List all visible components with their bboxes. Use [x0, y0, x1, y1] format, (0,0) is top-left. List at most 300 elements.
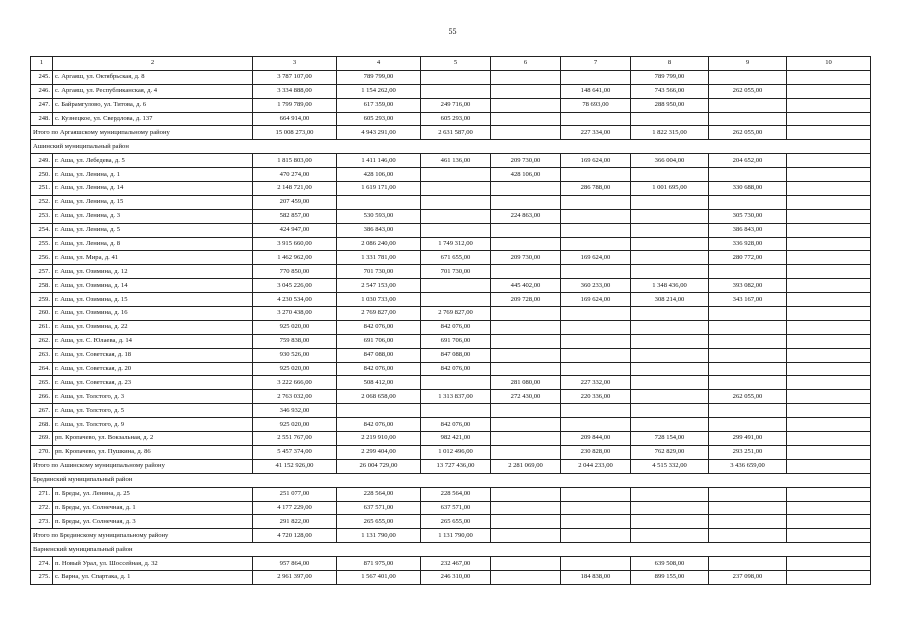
value-cell: [787, 487, 871, 501]
value-cell: [631, 501, 709, 515]
value-cell: [561, 223, 631, 237]
row-number: 259.: [31, 293, 53, 307]
total-value-cell: 15 008 273,00: [253, 126, 337, 140]
value-cell: 366 004,00: [631, 154, 709, 168]
row-number: 266.: [31, 390, 53, 404]
building-address: г. Аша, ул. Ленина, д. 3: [53, 209, 253, 223]
value-cell: 299 491,00: [709, 432, 787, 446]
row-number: 268.: [31, 418, 53, 432]
table-row: [31, 307, 871, 321]
value-cell: [709, 307, 787, 321]
building-address: п. Бреды, ул. Солнечная, д. 3: [53, 515, 253, 529]
table-row: [31, 84, 871, 98]
value-cell: 148 641,00: [561, 84, 631, 98]
value-cell: [491, 320, 561, 334]
value-cell: [787, 390, 871, 404]
total-value-cell: 1 131 790,00: [421, 529, 491, 543]
row-number: 263.: [31, 348, 53, 362]
value-cell: 336 928,00: [709, 237, 787, 251]
total-value-cell: 262 055,00: [709, 126, 787, 140]
value-cell: 169 624,00: [561, 293, 631, 307]
district-name: Ашинский муниципальный район: [31, 140, 871, 154]
value-cell: [631, 390, 709, 404]
value-cell: 847 088,00: [421, 348, 491, 362]
building-address: г. Аша, ул. Озимина, д. 22: [53, 320, 253, 334]
value-cell: 360 233,00: [561, 279, 631, 293]
value-cell: 2 769 827,00: [337, 307, 421, 321]
value-cell: [421, 195, 491, 209]
value-cell: [709, 195, 787, 209]
value-cell: 1 331 781,00: [337, 251, 421, 265]
row-number: 275.: [31, 570, 53, 584]
value-cell: [787, 501, 871, 515]
capital-repair-table: [30, 56, 871, 585]
value-cell: [787, 182, 871, 196]
value-cell: 5 457 374,00: [253, 445, 337, 459]
value-cell: 224 863,00: [491, 209, 561, 223]
value-cell: [631, 320, 709, 334]
value-cell: [491, 557, 561, 571]
value-cell: [787, 557, 871, 571]
value-cell: [491, 98, 561, 112]
building-address: с. Кузнецкое, ул. Свердлова, д. 137: [53, 112, 253, 126]
value-cell: 925 020,00: [253, 362, 337, 376]
table-row: [31, 112, 871, 126]
row-number: 248.: [31, 112, 53, 126]
row-number: 273.: [31, 515, 53, 529]
row-number: 261.: [31, 320, 53, 334]
value-cell: 925 020,00: [253, 320, 337, 334]
district-total-row: [31, 529, 871, 543]
value-cell: [787, 376, 871, 390]
value-cell: [561, 334, 631, 348]
value-cell: 262 055,00: [709, 390, 787, 404]
value-cell: [787, 112, 871, 126]
value-cell: [787, 265, 871, 279]
value-cell: [561, 487, 631, 501]
value-cell: 789 799,00: [631, 70, 709, 84]
building-address: г. Аша, ул. Советская, д. 23: [53, 376, 253, 390]
value-cell: [787, 307, 871, 321]
value-cell: 691 706,00: [421, 334, 491, 348]
value-cell: 2 086 240,00: [337, 237, 421, 251]
value-cell: 842 076,00: [337, 418, 421, 432]
value-cell: 209 730,00: [491, 154, 561, 168]
value-cell: [709, 362, 787, 376]
value-cell: 249 716,00: [421, 98, 491, 112]
table-row: [31, 418, 871, 432]
value-cell: 2 299 404,00: [337, 445, 421, 459]
value-cell: 330 688,00: [709, 182, 787, 196]
value-cell: 343 167,00: [709, 293, 787, 307]
district-name: Варненский муниципальный район: [31, 543, 871, 557]
value-cell: 1 462 962,00: [253, 251, 337, 265]
building-address: г. Аша, ул. Советская, д. 20: [53, 362, 253, 376]
total-value-cell: 227 334,00: [561, 126, 631, 140]
district-total-label: Итого по Ашинскому муниципальному району: [31, 459, 253, 473]
value-cell: [709, 168, 787, 182]
value-cell: [491, 307, 561, 321]
row-number: 246.: [31, 84, 53, 98]
value-cell: [709, 98, 787, 112]
value-cell: [421, 209, 491, 223]
value-cell: 220 336,00: [561, 390, 631, 404]
table-row: [31, 237, 871, 251]
value-cell: [787, 154, 871, 168]
value-cell: 209 728,00: [491, 293, 561, 307]
value-cell: [561, 70, 631, 84]
value-cell: 759 838,00: [253, 334, 337, 348]
table-row: [31, 168, 871, 182]
value-cell: [491, 404, 561, 418]
value-cell: [337, 404, 421, 418]
row-number: 260.: [31, 307, 53, 321]
header-row: [31, 57, 871, 71]
value-cell: [491, 223, 561, 237]
value-cell: [709, 404, 787, 418]
value-cell: 288 950,00: [631, 98, 709, 112]
value-cell: [631, 376, 709, 390]
value-cell: [787, 195, 871, 209]
value-cell: [337, 195, 421, 209]
row-number: 262.: [31, 334, 53, 348]
row-number: 274.: [31, 557, 53, 571]
value-cell: [561, 195, 631, 209]
value-cell: 251 077,00: [253, 487, 337, 501]
row-number: 270.: [31, 445, 53, 459]
total-value-cell: [787, 529, 871, 543]
value-cell: 272 430,00: [491, 390, 561, 404]
total-value-cell: [491, 126, 561, 140]
value-cell: 605 293,00: [421, 112, 491, 126]
table-row: [31, 223, 871, 237]
value-cell: 207 459,00: [253, 195, 337, 209]
value-cell: [787, 570, 871, 584]
total-value-cell: 4 720 128,00: [253, 529, 337, 543]
value-cell: 691 706,00: [337, 334, 421, 348]
value-cell: [491, 84, 561, 98]
building-address: г. Аша, ул. С. Юлаева, д. 14: [53, 334, 253, 348]
value-cell: [561, 515, 631, 529]
total-value-cell: 41 152 926,00: [253, 459, 337, 473]
value-cell: 228 564,00: [337, 487, 421, 501]
value-cell: 899 155,00: [631, 570, 709, 584]
value-cell: 842 076,00: [337, 362, 421, 376]
row-number: 269.: [31, 432, 53, 446]
building-address: п. Бреды, ул. Ленина, д. 25: [53, 487, 253, 501]
value-cell: [709, 376, 787, 390]
value-cell: [491, 418, 561, 432]
table-row: [31, 98, 871, 112]
value-cell: [561, 362, 631, 376]
value-cell: [631, 168, 709, 182]
value-cell: 925 020,00: [253, 418, 337, 432]
building-address: с. Аргаяш, ул. Республиканская, д. 4: [53, 84, 253, 98]
value-cell: 3 045 226,00: [253, 279, 337, 293]
value-cell: [491, 112, 561, 126]
value-cell: 209 844,00: [561, 432, 631, 446]
value-cell: [491, 70, 561, 84]
value-cell: 743 566,00: [631, 84, 709, 98]
value-cell: 762 829,00: [631, 445, 709, 459]
table-row: [31, 390, 871, 404]
value-cell: [631, 404, 709, 418]
value-cell: 386 843,00: [337, 223, 421, 237]
value-cell: 842 076,00: [337, 320, 421, 334]
value-cell: 1 619 171,00: [337, 182, 421, 196]
page-number: 55: [448, 27, 457, 36]
value-cell: 3 270 438,00: [253, 307, 337, 321]
value-cell: 424 947,00: [253, 223, 337, 237]
value-cell: 530 593,00: [337, 209, 421, 223]
value-cell: [787, 209, 871, 223]
row-number: 267.: [31, 404, 53, 418]
row-number: 258.: [31, 279, 53, 293]
building-address: г. Аша, ул. Мира, д. 41: [53, 251, 253, 265]
value-cell: 4 230 534,00: [253, 293, 337, 307]
total-value-cell: 26 004 729,00: [337, 459, 421, 473]
building-address: г. Аша, ул. Ленина, д. 15: [53, 195, 253, 209]
value-cell: 1 799 789,00: [253, 98, 337, 112]
value-cell: 286 788,00: [561, 182, 631, 196]
value-cell: [561, 168, 631, 182]
value-cell: 230 828,00: [561, 445, 631, 459]
value-cell: [709, 112, 787, 126]
value-cell: 265 655,00: [421, 515, 491, 529]
row-number: 250.: [31, 168, 53, 182]
total-value-cell: 2 631 587,00: [421, 126, 491, 140]
value-cell: 3 915 660,00: [253, 237, 337, 251]
value-cell: 1 567 401,00: [337, 570, 421, 584]
value-cell: [787, 251, 871, 265]
value-cell: 280 772,00: [709, 251, 787, 265]
value-cell: [491, 195, 561, 209]
row-number: 272.: [31, 501, 53, 515]
table-row: [31, 265, 871, 279]
value-cell: [631, 334, 709, 348]
value-cell: [631, 487, 709, 501]
district-section-row: [31, 473, 871, 487]
total-value-cell: [787, 459, 871, 473]
value-cell: 639 508,00: [631, 557, 709, 571]
value-cell: [709, 348, 787, 362]
total-value-cell: 2 281 069,00: [491, 459, 561, 473]
district-section-row: [31, 140, 871, 154]
value-cell: [421, 182, 491, 196]
value-cell: [491, 501, 561, 515]
value-cell: [561, 209, 631, 223]
value-cell: [421, 84, 491, 98]
table-row: [31, 334, 871, 348]
value-cell: [787, 98, 871, 112]
table-row: [31, 432, 871, 446]
value-cell: [561, 265, 631, 279]
building-address: г. Аша, ул. Советская, д. 18: [53, 348, 253, 362]
value-cell: 701 730,00: [337, 265, 421, 279]
column-number-header: 2: [53, 57, 253, 71]
building-address: п. Новый Урал, ул. Шоссейная, д. 32: [53, 557, 253, 571]
table-row: [31, 362, 871, 376]
value-cell: [491, 348, 561, 362]
row-number: 253.: [31, 209, 53, 223]
value-cell: [561, 501, 631, 515]
table-row: [31, 251, 871, 265]
value-cell: 281 080,00: [491, 376, 561, 390]
column-number-header: 4: [337, 57, 421, 71]
value-cell: [491, 237, 561, 251]
building-address: г. Аша, ул. Ленина, д. 14: [53, 182, 253, 196]
value-cell: [491, 265, 561, 279]
building-address: г. Аша, ул. Толстого, д. 5: [53, 404, 253, 418]
building-address: с. Байрамгулово, ул. Титова, д. 6: [53, 98, 253, 112]
row-number: 271.: [31, 487, 53, 501]
value-cell: [491, 432, 561, 446]
total-value-cell: 3 436 659,00: [709, 459, 787, 473]
value-cell: [491, 570, 561, 584]
value-cell: 228 564,00: [421, 487, 491, 501]
value-cell: [491, 487, 561, 501]
value-cell: [631, 362, 709, 376]
table-row: [31, 209, 871, 223]
value-cell: [787, 320, 871, 334]
building-address: г. Аша, ул. Толстого, д. 9: [53, 418, 253, 432]
value-cell: 470 274,00: [253, 168, 337, 182]
value-cell: 3 222 666,00: [253, 376, 337, 390]
column-number-header: 6: [491, 57, 561, 71]
value-cell: 1 348 436,00: [631, 279, 709, 293]
value-cell: 291 822,00: [253, 515, 337, 529]
value-cell: 617 359,00: [337, 98, 421, 112]
value-cell: [561, 348, 631, 362]
table-row: [31, 320, 871, 334]
value-cell: 728 154,00: [631, 432, 709, 446]
total-value-cell: [709, 529, 787, 543]
value-cell: 78 693,00: [561, 98, 631, 112]
district-total-row: [31, 126, 871, 140]
value-cell: [491, 515, 561, 529]
value-cell: 237 098,00: [709, 570, 787, 584]
value-cell: 847 088,00: [337, 348, 421, 362]
value-cell: 1 001 695,00: [631, 182, 709, 196]
value-cell: [787, 348, 871, 362]
value-cell: [561, 557, 631, 571]
value-cell: 508 412,00: [337, 376, 421, 390]
total-value-cell: [491, 529, 561, 543]
building-address: п. Бреды, ул. Солнечная, д. 1: [53, 501, 253, 515]
value-cell: 1 815 803,00: [253, 154, 337, 168]
value-cell: [787, 84, 871, 98]
value-cell: 2 219 910,00: [337, 432, 421, 446]
row-number: 255.: [31, 237, 53, 251]
value-cell: [787, 293, 871, 307]
value-cell: [631, 195, 709, 209]
total-value-cell: [787, 126, 871, 140]
value-cell: 461 136,00: [421, 154, 491, 168]
building-address: г. Аша, ул. Лебедева, д. 5: [53, 154, 253, 168]
value-cell: [787, 362, 871, 376]
value-cell: [631, 112, 709, 126]
building-address: г. Аша, ул. Озимина, д. 15: [53, 293, 253, 307]
value-cell: 2 068 658,00: [337, 390, 421, 404]
total-value-cell: 4 515 332,00: [631, 459, 709, 473]
value-cell: [709, 70, 787, 84]
value-cell: [561, 418, 631, 432]
table-row: [31, 404, 871, 418]
value-cell: 2 961 397,00: [253, 570, 337, 584]
table-row: [31, 70, 871, 84]
value-cell: 957 864,00: [253, 557, 337, 571]
value-cell: [787, 279, 871, 293]
value-cell: [709, 557, 787, 571]
value-cell: 2 763 032,00: [253, 390, 337, 404]
value-cell: [421, 293, 491, 307]
value-cell: 3 787 107,00: [253, 70, 337, 84]
value-cell: 637 571,00: [421, 501, 491, 515]
value-cell: 3 334 888,00: [253, 84, 337, 98]
value-cell: [709, 487, 787, 501]
column-number-header: 1: [31, 57, 53, 71]
value-cell: [787, 432, 871, 446]
value-cell: [491, 362, 561, 376]
column-number-header: 9: [709, 57, 787, 71]
building-address: с. Аргаяш, ул. Октябрьская, д. 8: [53, 70, 253, 84]
table-row: [31, 515, 871, 529]
row-number: 245.: [31, 70, 53, 84]
total-value-cell: [631, 529, 709, 543]
value-cell: [631, 348, 709, 362]
value-cell: 232 467,00: [421, 557, 491, 571]
building-address: г. Аша, ул. Озимина, д. 14: [53, 279, 253, 293]
value-cell: 169 624,00: [561, 154, 631, 168]
total-value-cell: 4 943 291,00: [337, 126, 421, 140]
value-cell: [709, 515, 787, 529]
value-cell: 1 012 496,00: [421, 445, 491, 459]
value-cell: 2 551 767,00: [253, 432, 337, 446]
value-cell: 204 652,00: [709, 154, 787, 168]
district-section-row: [31, 543, 871, 557]
value-cell: 637 571,00: [337, 501, 421, 515]
column-number-header: 3: [253, 57, 337, 71]
value-cell: [631, 418, 709, 432]
building-address: г. Аша, ул. Ленина, д. 5: [53, 223, 253, 237]
value-cell: [709, 320, 787, 334]
row-number: 251.: [31, 182, 53, 196]
value-cell: [631, 251, 709, 265]
value-cell: [787, 418, 871, 432]
building-address: рп. Кропачево, ул. Пушкина, д. 86: [53, 445, 253, 459]
value-cell: 871 975,00: [337, 557, 421, 571]
building-address: г. Аша, ул. Толстого, д. 3: [53, 390, 253, 404]
value-cell: [491, 334, 561, 348]
value-cell: 209 730,00: [491, 251, 561, 265]
district-total-row: [31, 459, 871, 473]
value-cell: [631, 237, 709, 251]
value-cell: 2 769 827,00: [421, 307, 491, 321]
value-cell: 789 799,00: [337, 70, 421, 84]
building-address: г. Аша, ул. Ленина, д. 8: [53, 237, 253, 251]
value-cell: 1 154 262,00: [337, 84, 421, 98]
value-cell: [421, 376, 491, 390]
table-row: [31, 570, 871, 584]
value-cell: 605 293,00: [337, 112, 421, 126]
value-cell: [561, 404, 631, 418]
row-number: 264.: [31, 362, 53, 376]
row-number: 265.: [31, 376, 53, 390]
value-cell: 842 076,00: [421, 418, 491, 432]
value-cell: [787, 168, 871, 182]
building-address: с. Варна, ул. Спартака, д. 1: [53, 570, 253, 584]
row-number: 252.: [31, 195, 53, 209]
